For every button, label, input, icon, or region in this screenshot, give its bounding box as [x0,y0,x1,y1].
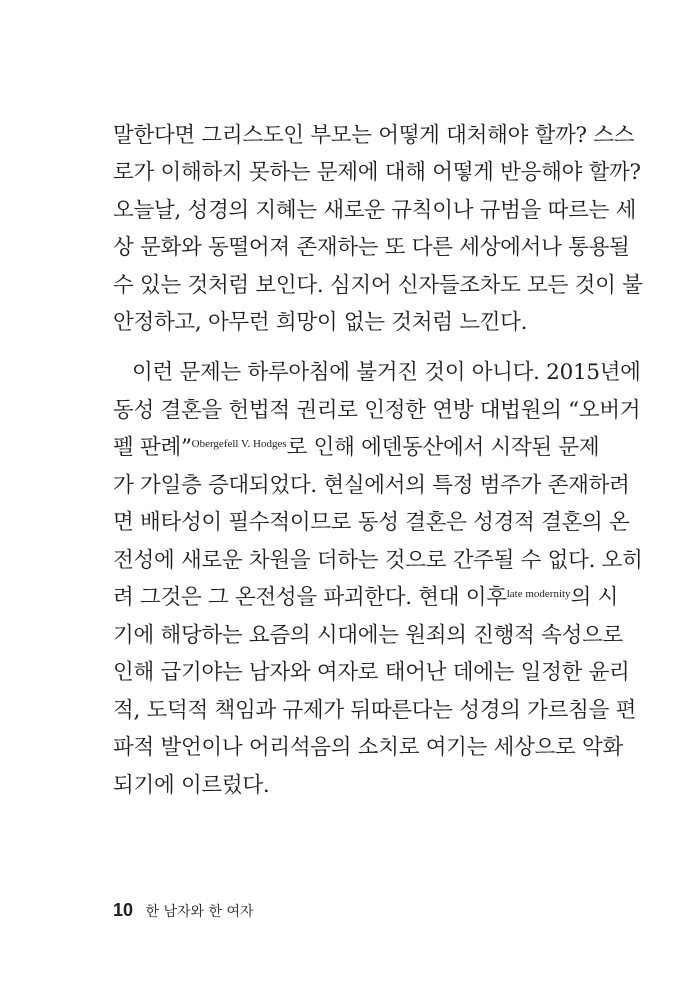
text-line: 오늘날, 성경의 지혜는 새로운 규칙이나 규범을 따르는 세 [113,198,637,223]
text-line: 로가 이해하지 못하는 문제에 대해 어떻게 반응해야 할까? [113,160,641,185]
text-line: 말한다면 그리스도인 부모는 어떻게 대처해야 할까? 스스 [113,123,635,148]
text-line: 전성에 새로운 차원을 더하는 것으로 간주될 수 없다. 오히 [113,548,643,573]
text-line: 되기에 이르렀다. [113,773,270,798]
text-segment: 로 인해 에덴동산에서 시작된 문제 [286,435,600,460]
text-line: 동성 결혼을 헌법적 권리로 인정한 연방 대법원의 “오버거 [113,398,641,423]
text-line: 상 문화와 동떨어져 존재하는 또 다른 세상에서나 통용될 [113,235,630,260]
page-number: 10 [113,900,134,920]
latin-gloss: late modernity [506,588,571,600]
running-title: 한 남자와 한 여자 [145,904,254,920]
text-line-with-note [113,434,600,462]
text-line: 파적 발언이나 어리석음의 소치로 여기는 세상으로 악화 [113,735,623,760]
text-line: 안정하고, 아무런 희망이 없는 것처럼 느낀다. [113,310,528,335]
text-line-with-note [113,584,619,612]
latin-gloss: Obergefell V. Hodges [191,438,287,450]
text-line: 기에 해당하는 요즘의 시대에는 원죄의 진행적 속성으로 [113,623,623,648]
text-line: 이런 문제는 하루아침에 불거진 것이 아니다. 2015년에 [132,360,641,385]
text-line: 인해 급기야는 남자와 여자로 태어난 데에는 일정한 윤리 [113,660,630,685]
text-line: 가 가일층 증대되었다. 현실에서의 특정 범주가 존재하려 [113,473,630,498]
text-line: 수 있는 것처럼 보인다. 심지어 신자들조차도 모든 것이 불 [113,273,643,298]
page-footer [113,898,254,922]
text-segment: 의 시 [570,585,619,610]
text-segment: 려 그것은 그 온전성을 파괴한다. 현대 이후 [113,585,507,610]
text-segment: 펠 판례” [113,435,192,460]
text-line: 적, 도덕적 책임과 규제가 뒤따른다는 성경의 가르침을 편 [113,698,637,723]
text-line: 면 배타성이 필수적이므로 동성 결혼은 성경적 결혼의 온 [113,510,630,535]
